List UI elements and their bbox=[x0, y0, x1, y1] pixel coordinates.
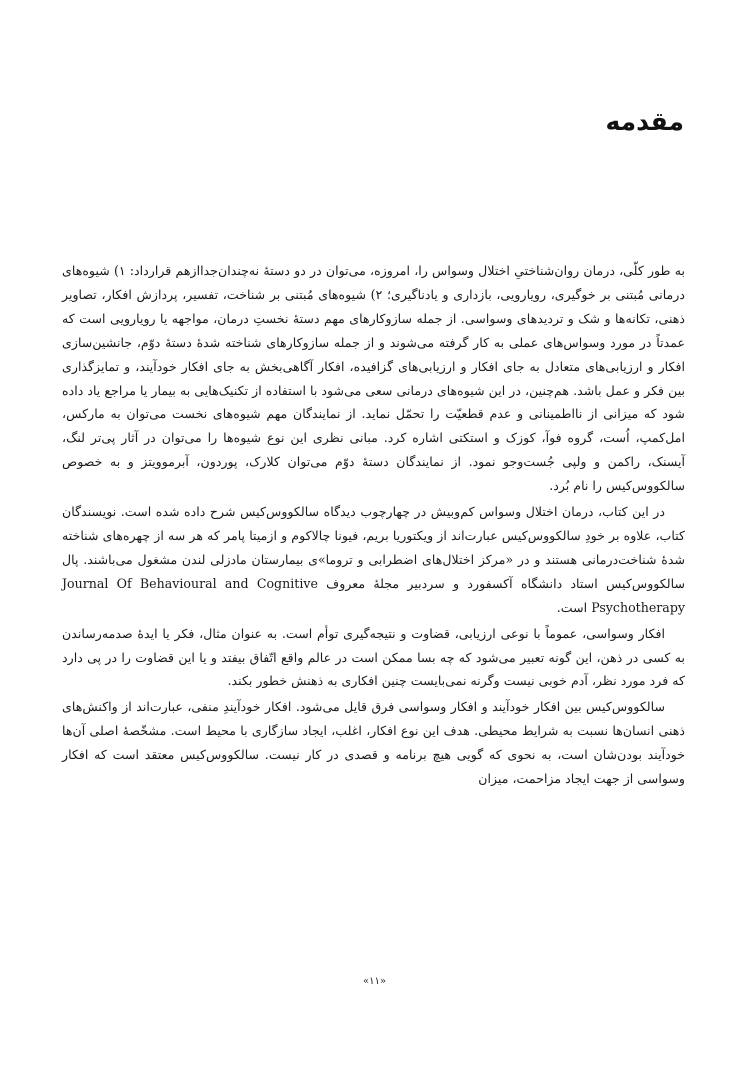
paragraph-automatic-thoughts: سالکووس‌کیس بین افکار خودآیند و افکار وسواسی فرق قایل می‌شود. افکار خودآیندِ منفی، عبارت‌اند از واکنش‌های ذهنی انسان‌ها نسبت به شرایط محیطی. هدف این نوع افکار، اغلب، ایجاد سازگاری با محیط است. مشخّصهٔ اصلی آن‌ها خودآیند بودن‌شان است، به نحوی که گویی هیچ برنامه و قصدی در کار نیست. سالکووس‌کیس معتقد است که افکار وسواسی از جهت ایجاد مزاحمت، میزان bbox=[62, 699, 685, 787]
chapter-body bbox=[62, 259, 685, 791]
page-number: «۱۱» bbox=[363, 976, 386, 987]
paragraph-intro: به طور کلّی، درمان روان‌شناختیِ اختلال وسواس را، امروزه، می‌توان در دو دستهٔ نه‌چندان‌جدااز‌هم قرارداد: ۱) شیوه‌های درمانی مُبتنی بر خوگیری، رویارویی، بازداری و یادناگیری؛ ۲) شیوه‌های مُبتنی بر شناخت، تفسیر، پردازش افکار، تصاویر ذهنی، تکانه‌ها و شک و تردیدهای وسواسی. از جمله سازوکارهای مهم دستهٔ نخستِ درمان، مواجهه یا رویارویی است که عمدتاً در مورد وسواس‌های عملی به کار گرفته می‌شوند و از جمله سازوکارهای شناخته شدهٔ دستهٔ دوّم، جانشین‌سازی افکار و ارزیابی‌های متعادل به جای افکار و ارزیابی‌های گزافیده، افکار آگاهی‌بخش به جای افکار خودآیند، و تمایزگذاری بین فکر و عمل باشد. هم‌چنین، در این شیوه‌های درمانی سعی می‌شود با استفاده از تکنیک‌هایی به بیمار یا مراجع یاد داده شود که میزانی از نااطمینانی و عدم قطعیّت را تحمّل نماید. از نمایندگان مهم شیوه‌های نخست می‌توان به مارکس، امل‌کمپ، اُست، گروه فوآ، کوزک و استکتی اشاره کرد. مبانی نظری این نوع شیوه‌ها را می‌توان در آثار پی‌تر لنگ، آیسنک، راکمن و ولپی جُست‌وجو نمود. از نمایندگان دستهٔ دوّم می‌توان کلارک، پوردون، آبرموویتز و به خصوص سالکووس‌کیس را نام بُرد. bbox=[62, 263, 685, 494]
paragraph-obsessive-thoughts: افکار وسواسی، عموماً با نوعی ارزیابی، قضاوت و نتیجه‌گیری توأم است. به عنوان مثال، فکر یا ایدهٔ صدمه‌رساندن به کسی در ذهن، این گونه تعبیر می‌شود که چه بسا ممکن است در عالم واقع اتّفاق بیفتد و یا این قضاوت را در پی دارد که فرد مورد نظر، آدم خوبی نیست وگرنه نمی‌بایست چنین افکاری به ذهنش خطور بکند. bbox=[62, 625, 685, 689]
chapter-title: مقدمه bbox=[605, 107, 684, 136]
paragraph-book-authors: در این کتاب، درمان اختلال وسواس کم‌وبیش در چهارچوب دیدگاه سالکووس‌کیس شرح داده شده است. نویسندگان کتاب، علاوه بر خودِ سالکووس‌کیس عبارت‌اند از ویکتوریا بریم، فیونا چالاکوم و ازمیتا پامر که هر سه از چهره‌های شناخته شدهٔ شناخت‌درمانی هستند و در «مرکز اختلال‌های اضطرابی و تروما»ی بیمارستان مادزلی لندن مشغول می‌باشند. پال سالکووس‌کیس استاد دانشگاه آکسفورد و سردبیر مجلهٔ معروف Journal Of Behavioural and Cognitive Psychotherapy است. bbox=[62, 504, 685, 615]
